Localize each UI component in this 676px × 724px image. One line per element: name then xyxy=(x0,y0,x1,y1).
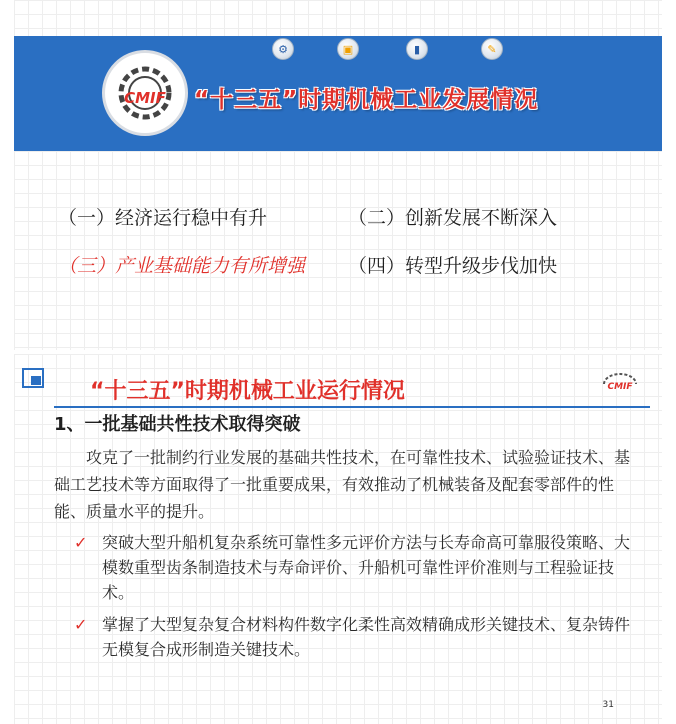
bullet-text: 突破大型升船机复杂系统可靠性多元评价方法与长寿命高可靠服役策略、大模数重型齿条制造技术与寿命评价、升船机可靠性评价准则与工程验证技术。 xyxy=(102,533,631,602)
bullet-text: 掌握了大型复杂复合材料构件数字化柔性高效精确成形关键技术、复杂铸件无模复合成形制造关键技术。 xyxy=(102,615,631,659)
check-icon: ✓ xyxy=(74,533,88,552)
cmif-logo xyxy=(102,50,188,136)
document-icon[interactable]: ✎ xyxy=(481,38,503,60)
slide1-content xyxy=(14,151,662,350)
slide-2 xyxy=(14,354,662,724)
svg-text:CMIF: CMIF xyxy=(124,89,166,107)
bullet-item xyxy=(74,530,642,605)
section-heading: 1、一批基础共性技术取得突破 xyxy=(54,414,301,435)
gear-logo-icon xyxy=(105,53,185,133)
list-item: （二）创新发展不断深入 xyxy=(348,207,558,229)
gear-person-icon[interactable]: ⚙ xyxy=(272,38,294,60)
body-paragraph: 攻克了一批制约行业发展的基础共性技术，在可靠性技术、试验验证技术、基础工艺技术等方面取得了一批重要成果，有效推动了机械装备及配套零部件的性能、质量水平的提升。 xyxy=(54,448,631,521)
list-item-highlighted: （三）产业基础能力有所增强 xyxy=(58,255,306,277)
slide2-title: “十三五”时期机械工业运行情况 xyxy=(90,379,405,404)
slide-top-band xyxy=(14,0,662,36)
certificate-icon[interactable]: ▣ xyxy=(337,38,359,60)
bullet-item xyxy=(74,612,642,662)
slide1-title: “十三五”时期机械工业发展情况 xyxy=(194,87,539,113)
svg-text:CMIF: CMIF xyxy=(607,382,633,392)
title-underline xyxy=(54,406,650,408)
check-icon: ✓ xyxy=(74,615,88,634)
slide-1 xyxy=(14,0,662,350)
cmif-logo-small xyxy=(598,370,642,392)
bar-chart-icon[interactable]: ▮ xyxy=(406,38,428,60)
corner-window-icon xyxy=(22,368,44,388)
top-icon-row xyxy=(14,36,662,60)
page-number: 31 xyxy=(602,700,614,710)
list-item: （一）经济运行稳中有升 xyxy=(58,207,268,229)
list-item: （四）转型升级步伐加快 xyxy=(348,255,558,277)
